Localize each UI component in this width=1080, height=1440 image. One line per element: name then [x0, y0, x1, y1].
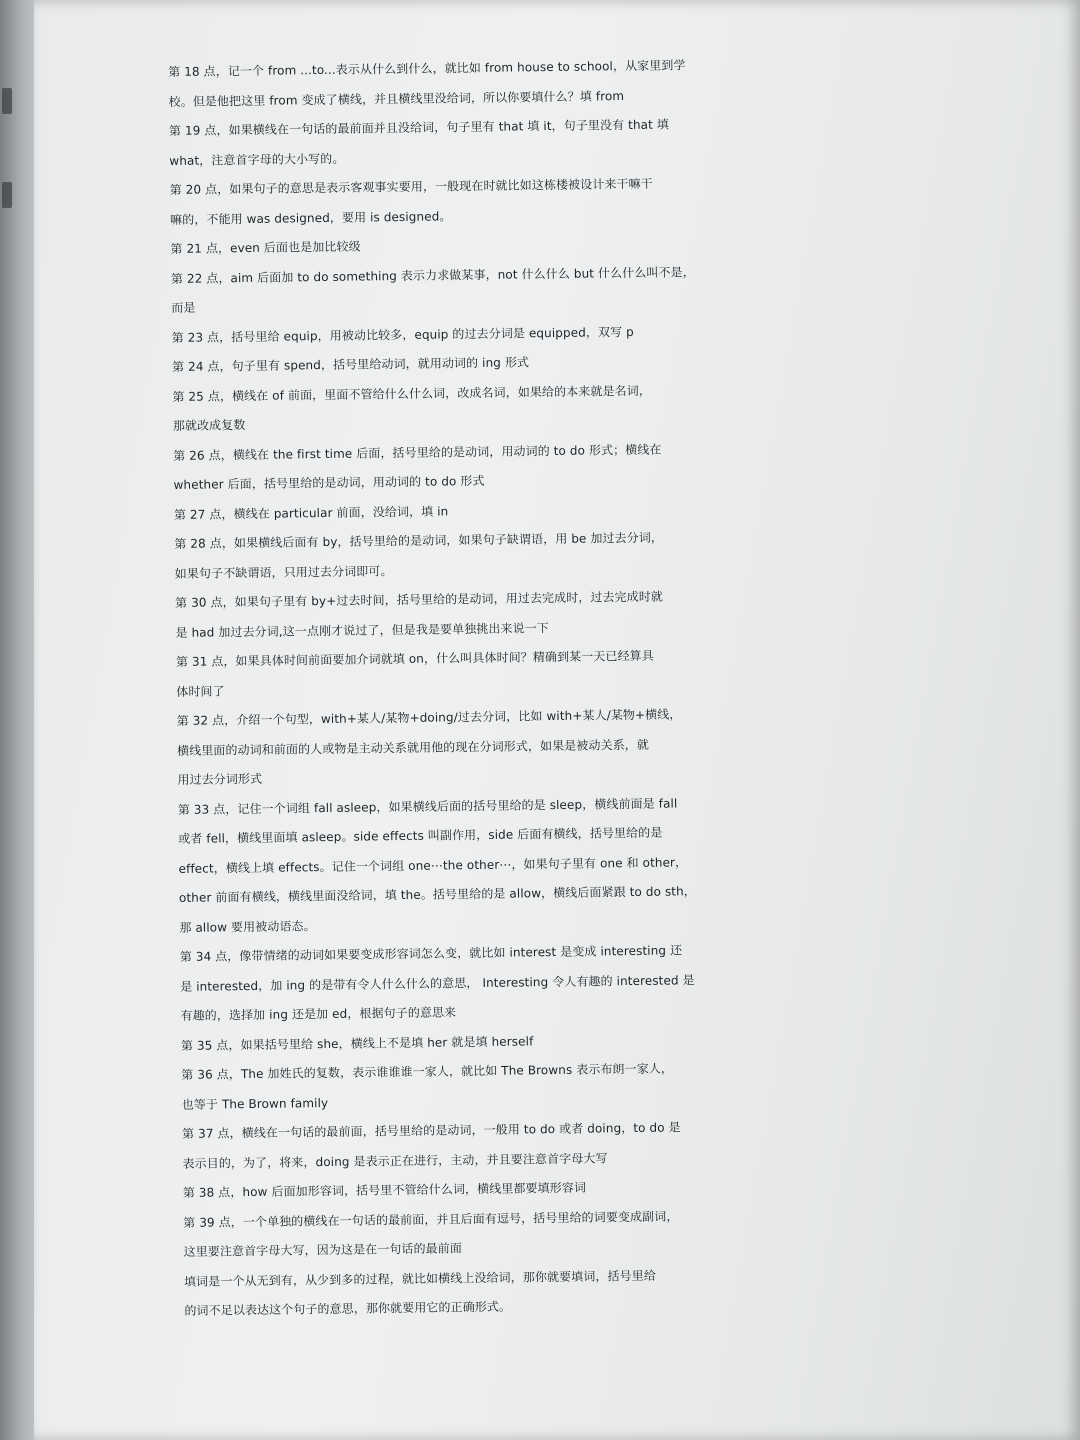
text-line: 那就改成复数	[172, 418, 246, 433]
text-line: 第 37 点，横线在一句话的最前面，括号里给的是动词，一般用 to do 或者 doing，to do 是	[181, 1120, 681, 1141]
text-line: 第 20 点，如果句子的意思是表示客观事实要用，一般现在时就比如这栋楼被设计来干嘛干	[169, 176, 653, 197]
text-line: 第 26 点，横线在 the first time 后面，括号里给的是动词，用动词的 to do 形式；横线在	[173, 442, 662, 463]
text-line: 横线里面的动词和前面的人或物是主动关系就用他的现在分词形式，如果是被动关系，就	[176, 737, 650, 758]
text-line: 是 interested，加 ing 的是带有令人什么什么的意思， Interesting 令人有趣的 interested 是	[180, 972, 695, 994]
text-line: 第 34 点，像带情绪的动词如果要变成形容词怎么变，就比如 interest 是变成 interesting 还	[179, 943, 683, 964]
text-line: 嘛的，不能用 was designed，要用 is designed。	[170, 208, 452, 227]
text-line: 第 19 点，如果横线在一句话的最前面并且没给词，句子里有 that 填 it，句子里没有 that 填	[168, 117, 669, 138]
text-line: 那 allow 要用被动语态。	[179, 918, 316, 935]
text-line: whether 后面，括号里给的是动词，用动词的 to do 形式	[173, 473, 485, 492]
text-line: 填词是一个从无到有，从少到多的过程，就比如横线上没给词，那你就要填词，括号里给	[183, 1268, 656, 1289]
text-line: 或者 fell，横线里面填 asleep。side effects 叫副作用，side 后面有横线，括号里给的是	[178, 825, 663, 846]
text-line: 第 25 点，横线在 of 前面，里面不管给什么什么词，改成名词，如果给的本来就是名词，	[172, 383, 651, 404]
text-line: other 前面有横线，横线里面没给词，填 the。括号里给的是 allow，横线后面紧跟 to do sth，	[178, 884, 696, 905]
text-line: 表示目的，为了，将来，doing 是表示正在进行，主动，并且要注意首字母大写	[182, 1150, 608, 1171]
text-line: what，注意首字母的大小写的。	[169, 151, 345, 168]
text-line: 第 31 点，如果具体时间前面要加介词就填 on，什么叫具体时间？精确到某一天已经算具	[175, 648, 654, 669]
text-line: 第 23 点，括号里给 equip，用被动比较多，equip 的过去分词是 equipped，双写 p	[171, 324, 634, 345]
text-line: 有趣的，选择加 ing 还是加 ed，根据句子的意思来	[180, 1005, 457, 1023]
page-text	[168, 46, 1080, 1428]
facing-page-mark	[2, 88, 12, 114]
text-line: 这里要注意首字母大写，因为这是在一句话的最前面	[183, 1241, 463, 1259]
text-line: 也等于 The Brown family	[181, 1095, 329, 1112]
text-line: 的词不足以表达这个句子的意思，那你就要用它的正确形式。	[184, 1299, 512, 1318]
text-line: 第 35 点，如果括号里给 she，横线上不是填 her 就是填 herself	[180, 1033, 534, 1053]
text-line: 第 28 点，如果横线后面有 by，括号里给的是动词，如果句子缺谓语，用 be 加过去分词，	[174, 530, 664, 551]
text-line: 第 27 点，横线在 particular 前面，没给词，填 in	[173, 503, 449, 522]
text-line: 第 32 点，介绍一个句型，with+某人/某物+doing/过去分词，比如 with+某人/某物+横线，	[176, 707, 682, 728]
text-line: effect，横线上填 effects。记住一个词组 one⋯the other⋯，如果句子里有 one 和 other，	[178, 854, 688, 876]
text-line: 第 21 点，even 后面也是加比较级	[170, 239, 361, 256]
text-line: 校。但是他把这里 from 变成了横线，并且横线里没给词，所以你要填什么？填 from	[168, 88, 625, 109]
text-line: 用过去分词形式	[177, 771, 263, 787]
text-line: 第 18 点，记一个 from ...to...表示从什么到什么，就比如 from house to school，从家里到学	[168, 58, 686, 79]
text-line: 第 30 点，如果句子里有 by+过去时间，括号里给的是动词，用过去完成时，过去完成时就	[175, 589, 664, 610]
text-line: 第 38 点，how 后面加形容词，括号里不管给什么词，横线里都要填形容词	[182, 1180, 587, 1200]
facing-page-mark	[2, 182, 12, 208]
text-line: 第 24 点，句子里有 spend，括号里给动词，就用动词的 ing 形式	[171, 355, 530, 374]
text-line: 第 39 点，一个单独的横线在一句话的最前面，并且后面有逗号，括号里给的词要变成副词，	[183, 1208, 679, 1230]
text-line: 第 36 点，The 加姓氏的复数，表示谁谁谁一家人，就比如 The Browns 表示布朗一家人，	[181, 1061, 674, 1082]
document-page	[34, 0, 1080, 1440]
text-line: 第 33 点，记住一个词组 fall asleep，如果横线后面的括号里给的是 sleep，横线前面是 fall	[177, 795, 678, 817]
text-line: 第 22 点，aim 后面加 to do something 表示力求做某事，not 什么什么 but 什么什么叫不是，	[170, 264, 695, 286]
text-line: 体时间了	[176, 683, 225, 699]
text-line: 是 had 加过去分词,这一点刚才说过了，但是我是要单独挑出来说一下	[175, 620, 550, 640]
text-line: 而是	[171, 300, 196, 315]
text-line: 如果句子不缺谓语，只用过去分词即可。	[174, 563, 393, 581]
